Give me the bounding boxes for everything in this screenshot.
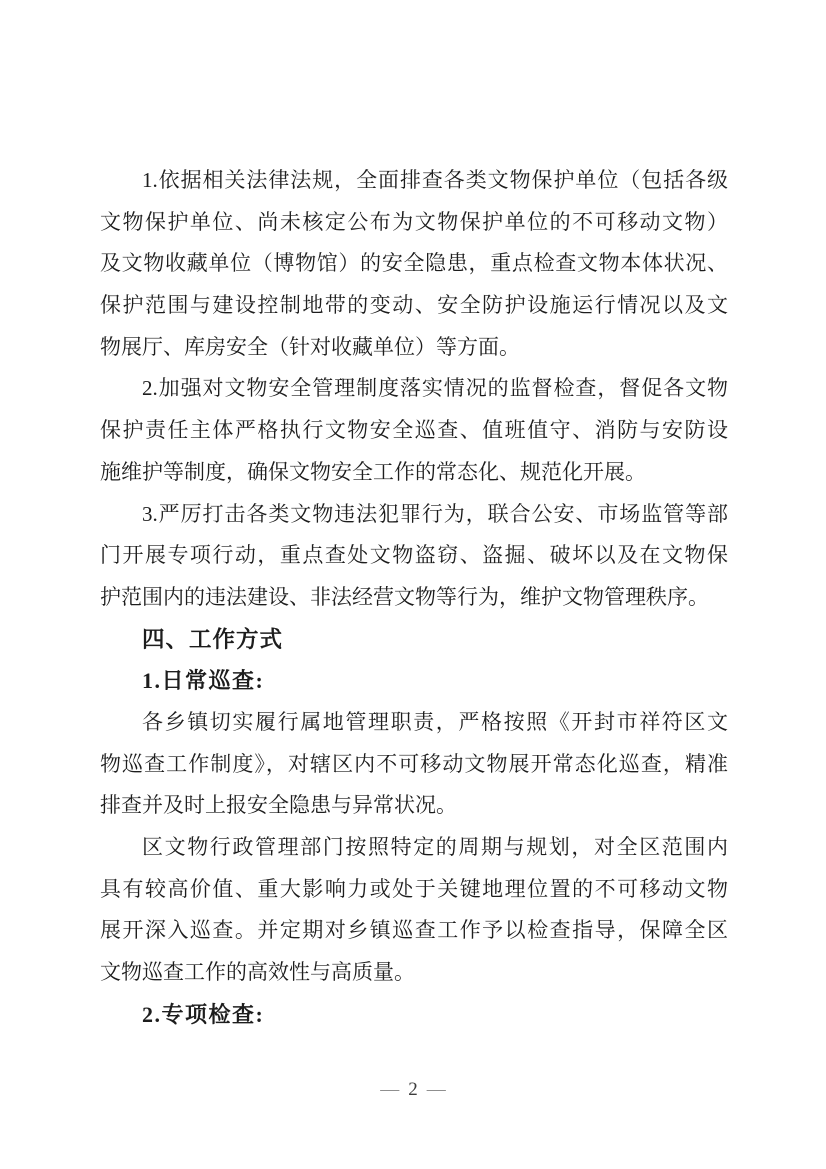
text-line: 保护责任主体严格执行文物安全巡查、值班值守、消防与安防设 [100,418,728,443]
text-line: 3.严厉打击各类文物违法犯罪行为，联合公安、市场监管等部 [142,501,728,526]
text-line: 施维护等制度，确保文物安全工作的常态化、规范化开展。 [100,459,646,484]
text-line: 排查并及时上报安全隐患与异常状况。 [100,793,457,818]
footer-dash-left: — [380,1079,400,1100]
text-line: 及文物收藏单位（博物馆）的安全隐患，重点检查文物本体状况、 [100,251,728,276]
text-line: 保护范围与建设控制地带的变动、安全防护设施运行情况以及文 [100,293,728,318]
text-line: 1.依据相关法律法规，全面排查各类文物保护单位（包括各级 [142,168,728,192]
footer-dash-right: — [426,1079,446,1100]
text-line: 展开深入巡查。并定期对乡镇巡查工作予以检查指导，保障全区 [100,918,728,943]
text-line: 文物保护单位、尚未核定公布为文物保护单位的不可移动文物） [100,209,728,234]
text-line: 物巡查工作制度》，对辖区内不可移动文物展开常态化巡查，精准 [100,751,728,776]
text-line: 护范围内的违法建设、非法经营文物等行为，维护文物管理秩序。 [100,584,709,609]
text-line: 文物巡查工作的高效性与高质量。 [100,960,415,985]
text-line: 物展厅、库房安全（针对收藏单位）等方面。 [100,334,520,359]
document-body [100,160,728,1035]
section-heading: 四、工作方式 [142,626,284,652]
sub-heading: 2.专项检查: [142,1001,265,1027]
page-number: 2 [408,1079,418,1100]
text-line: 门开展专项行动，重点查处文物盗窃、盗掘、破坏以及在文物保 [100,543,728,568]
text-line: 各乡镇切实履行属地管理职责，严格按照《开封市祥符区文 [142,709,728,734]
text-line: 2.加强对文物安全管理制度落实情况的监督检查，督促各文物 [142,376,728,401]
page-footer [0,1077,826,1103]
text-line: 具有较高价值、重大影响力或处于关键地理位置的不可移动文物 [100,876,728,901]
text-line: 区文物行政管理部门按照特定的周期与规划，对全区范围内 [142,835,728,859]
sub-heading: 1.日常巡查: [142,668,265,694]
